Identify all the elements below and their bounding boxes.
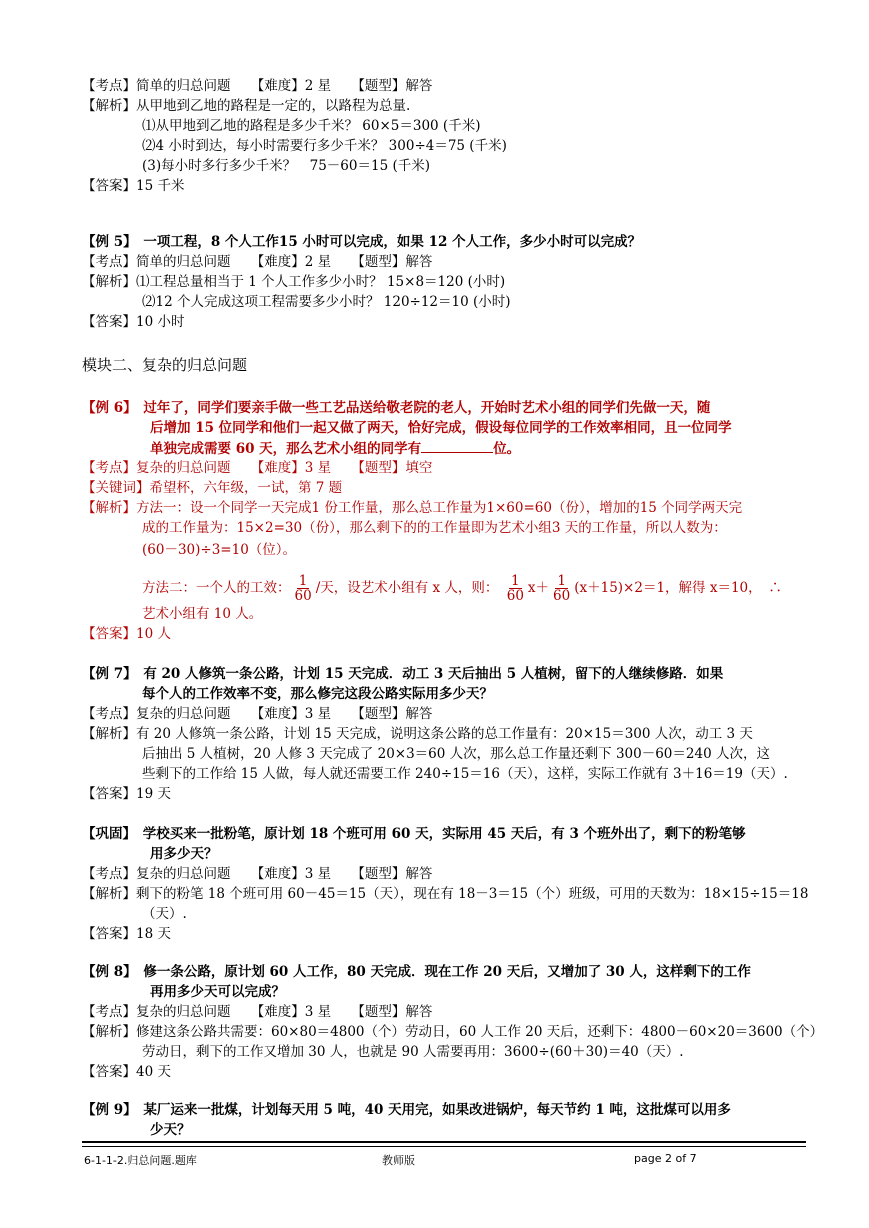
example-6-question: 【例 6】 过年了，同学们要亲手做一些工艺品送给敬老院的老人，开始时艺术小组的同学们先做一天，随 (82, 400, 711, 416)
analysis-line: 劳动日，剩下的工作又增加 30 人，也就是 90 人需要再用：3600÷(60＋30)＝40（天）. (142, 1044, 684, 1060)
meta-line: 【考点】简单的归总问题 【难度】2 星 【题型】解答 (82, 78, 433, 94)
example-9-question: 少天？ (150, 1122, 191, 1138)
meta-line: 【考点】复杂的归总问题 【难度】3 星 【题型】解答 (82, 706, 433, 722)
keywords-line: 【关键词】希望杯，六年级，一试，第 7 题 (82, 480, 343, 496)
module-heading: 模块二、复杂的归总问题 (82, 356, 248, 374)
example-8-question: 再用多少天可以完成？ (150, 984, 285, 1000)
answer-line: 【答案】15 千米 (82, 178, 185, 194)
analysis-line: 【解析】修建这条公路共需要：60×80＝4800（个）劳动日，60 人工作 20 天后，还剩下：4800－60×20＝3600（个） (82, 1024, 824, 1040)
analysis-line: （天）. (142, 906, 187, 922)
analysis-line: 【解析】剩下的粉笔 18 个班可用 60－45＝15（天），现在有 18－3＝15（个）班级，可用的天数为：18×15÷15＝18 (82, 886, 809, 902)
question-text: 单独完成需要 60 天，那么艺术小组的同学有 (150, 441, 422, 457)
fraction (293, 574, 314, 603)
example-7-question: 每个人的工作效率不变，那么修完这段公路实际用多少天？ (142, 686, 493, 702)
example-6-question: 后增加 15 位同学和他们一起又做了两天，恰好完成，假设每位同学的工作效率相同，且一位同学 (150, 420, 732, 436)
method-text: 方法二：一个人的工效： (142, 580, 291, 596)
method-text: /天，设艺术小组有 x 人，则： (315, 580, 499, 596)
gonggu-question: 【巩固】 学校买来一批粉笔，原计划 18 个班可用 60 天，实际用 45 天后，有 3 个班外出了，剩下的粉笔够 (82, 826, 746, 842)
gonggu-question: 用多少天？ (150, 846, 218, 862)
fraction-denominator: 60 (294, 588, 312, 604)
method-two-line (142, 572, 782, 604)
footer-rule-thick (82, 1141, 806, 1143)
analysis-line: (3)每小时多行多少千米？ 75－60＝15 (千米) (142, 158, 430, 174)
analysis-line: 【解析】⑴工程总量相当于 1 个人工作多少小时？ 15×8＝120 (小时) (82, 274, 506, 290)
fraction-denominator: 60 (553, 588, 571, 604)
fraction (505, 574, 526, 603)
equation-text: x＋ (527, 580, 550, 596)
analysis-line: ⑵12 个人完成这项工程需要多少小时？ 120÷12＝10 (小时) (142, 294, 511, 310)
answer-line: 【答案】18 天 (82, 926, 171, 942)
fraction-numerator: 1 (298, 573, 308, 589)
analysis-line: 些剩下的工作给 15 人做，每人就还需要工作 240÷15＝16（天），这样，实际工作就有 3＋16＝19（天）. (142, 766, 788, 782)
meta-line: 【考点】复杂的归总问题 【难度】3 星 【题型】解答 (82, 1004, 433, 1020)
answer-line: 【答案】10 小时 (82, 314, 185, 330)
example-7-question: 【例 7】 有 20 人修筑一条公路，计划 15 天完成．动工 3 天后抽出 5 人植树，留下的人继续修路．如果 (82, 666, 724, 682)
example-9-question: 【例 9】 某厂运来一批煤，计划每天用 5 吨，40 天用完，如果改进锅炉，每天节约 1 吨，这批煤可以用多 (82, 1102, 731, 1118)
answer-line: 【答案】19 天 (82, 786, 171, 802)
example-5-question: 【例 5】 一项工程，8 个人工作15 小时可以完成，如果 12 个人工作，多少小时可以完成？ (82, 234, 642, 250)
analysis-line: 【解析】有 20 人修筑一条公路，计划 15 天完成，说明这条公路的总工作量有：20×15＝300 人次，动工 3 天 (82, 726, 753, 742)
example-6-question (150, 438, 520, 459)
footer-left: 6-1-1-2.归总问题.题库 (84, 1154, 197, 1167)
analysis-line: ⑵4 小时到达，每小时需要行多少千米？ 300÷4＝75 (千米) (142, 138, 507, 154)
fraction-numerator: 1 (511, 573, 520, 589)
question-text: 位。 (493, 441, 521, 457)
footer-page-number: page 2 of 7 (634, 1152, 697, 1165)
footer-center: 教师版 (382, 1154, 415, 1167)
analysis-line: ⑴从甲地到乙地的路程是多少千米？ 60×5＝300 (千米) (142, 118, 481, 134)
equation-text: (x＋15)×2＝1，解得 x＝10， ∴ (574, 580, 782, 596)
analysis-line: 【解析】方法一：设一个同学一天完成1 份工作量，那么总工作量为1×60=60（份），增加的15 个同学两天完 (82, 500, 743, 516)
fraction-denominator: 60 (506, 588, 524, 604)
answer-line: 【答案】10 人 (82, 626, 171, 642)
meta-line: 【考点】简单的归总问题 【难度】2 星 【题型】解答 (82, 254, 433, 270)
answer-blank (421, 438, 493, 453)
analysis-line: 成的工作量为：15×2=30（份），那么剩下的的工作量即为艺术小组3 天的工作量，所以人数为： (142, 520, 727, 536)
example-8-question: 【例 8】 修一条公路，原计划 60 人工作，80 天完成．现在工作 20 天后，又增加了 30 人，这样剩下的工作 (82, 964, 751, 980)
analysis-line: 【解析】从甲地到乙地的路程是一定的，以路程为总量. (82, 98, 411, 114)
meta-line: 【考点】复杂的归总问题 【难度】3 星 【题型】填空 (82, 460, 433, 476)
footer-rule-thin (82, 1146, 806, 1147)
method-two-end: 艺术小组有 10 人。 (142, 606, 263, 622)
answer-line: 【答案】40 天 (82, 1064, 171, 1080)
fraction (551, 574, 572, 603)
analysis-line: 后抽出 5 人植树，20 人修 3 天完成了 20×3＝60 人次，那么总工作量还剩下 300－60＝240 人次，这 (142, 746, 770, 762)
fraction-numerator: 1 (557, 573, 566, 589)
analysis-line: (60－30)÷3=10（位）。 (142, 542, 297, 558)
meta-line: 【考点】复杂的归总问题 【难度】3 星 【题型】解答 (82, 866, 433, 882)
